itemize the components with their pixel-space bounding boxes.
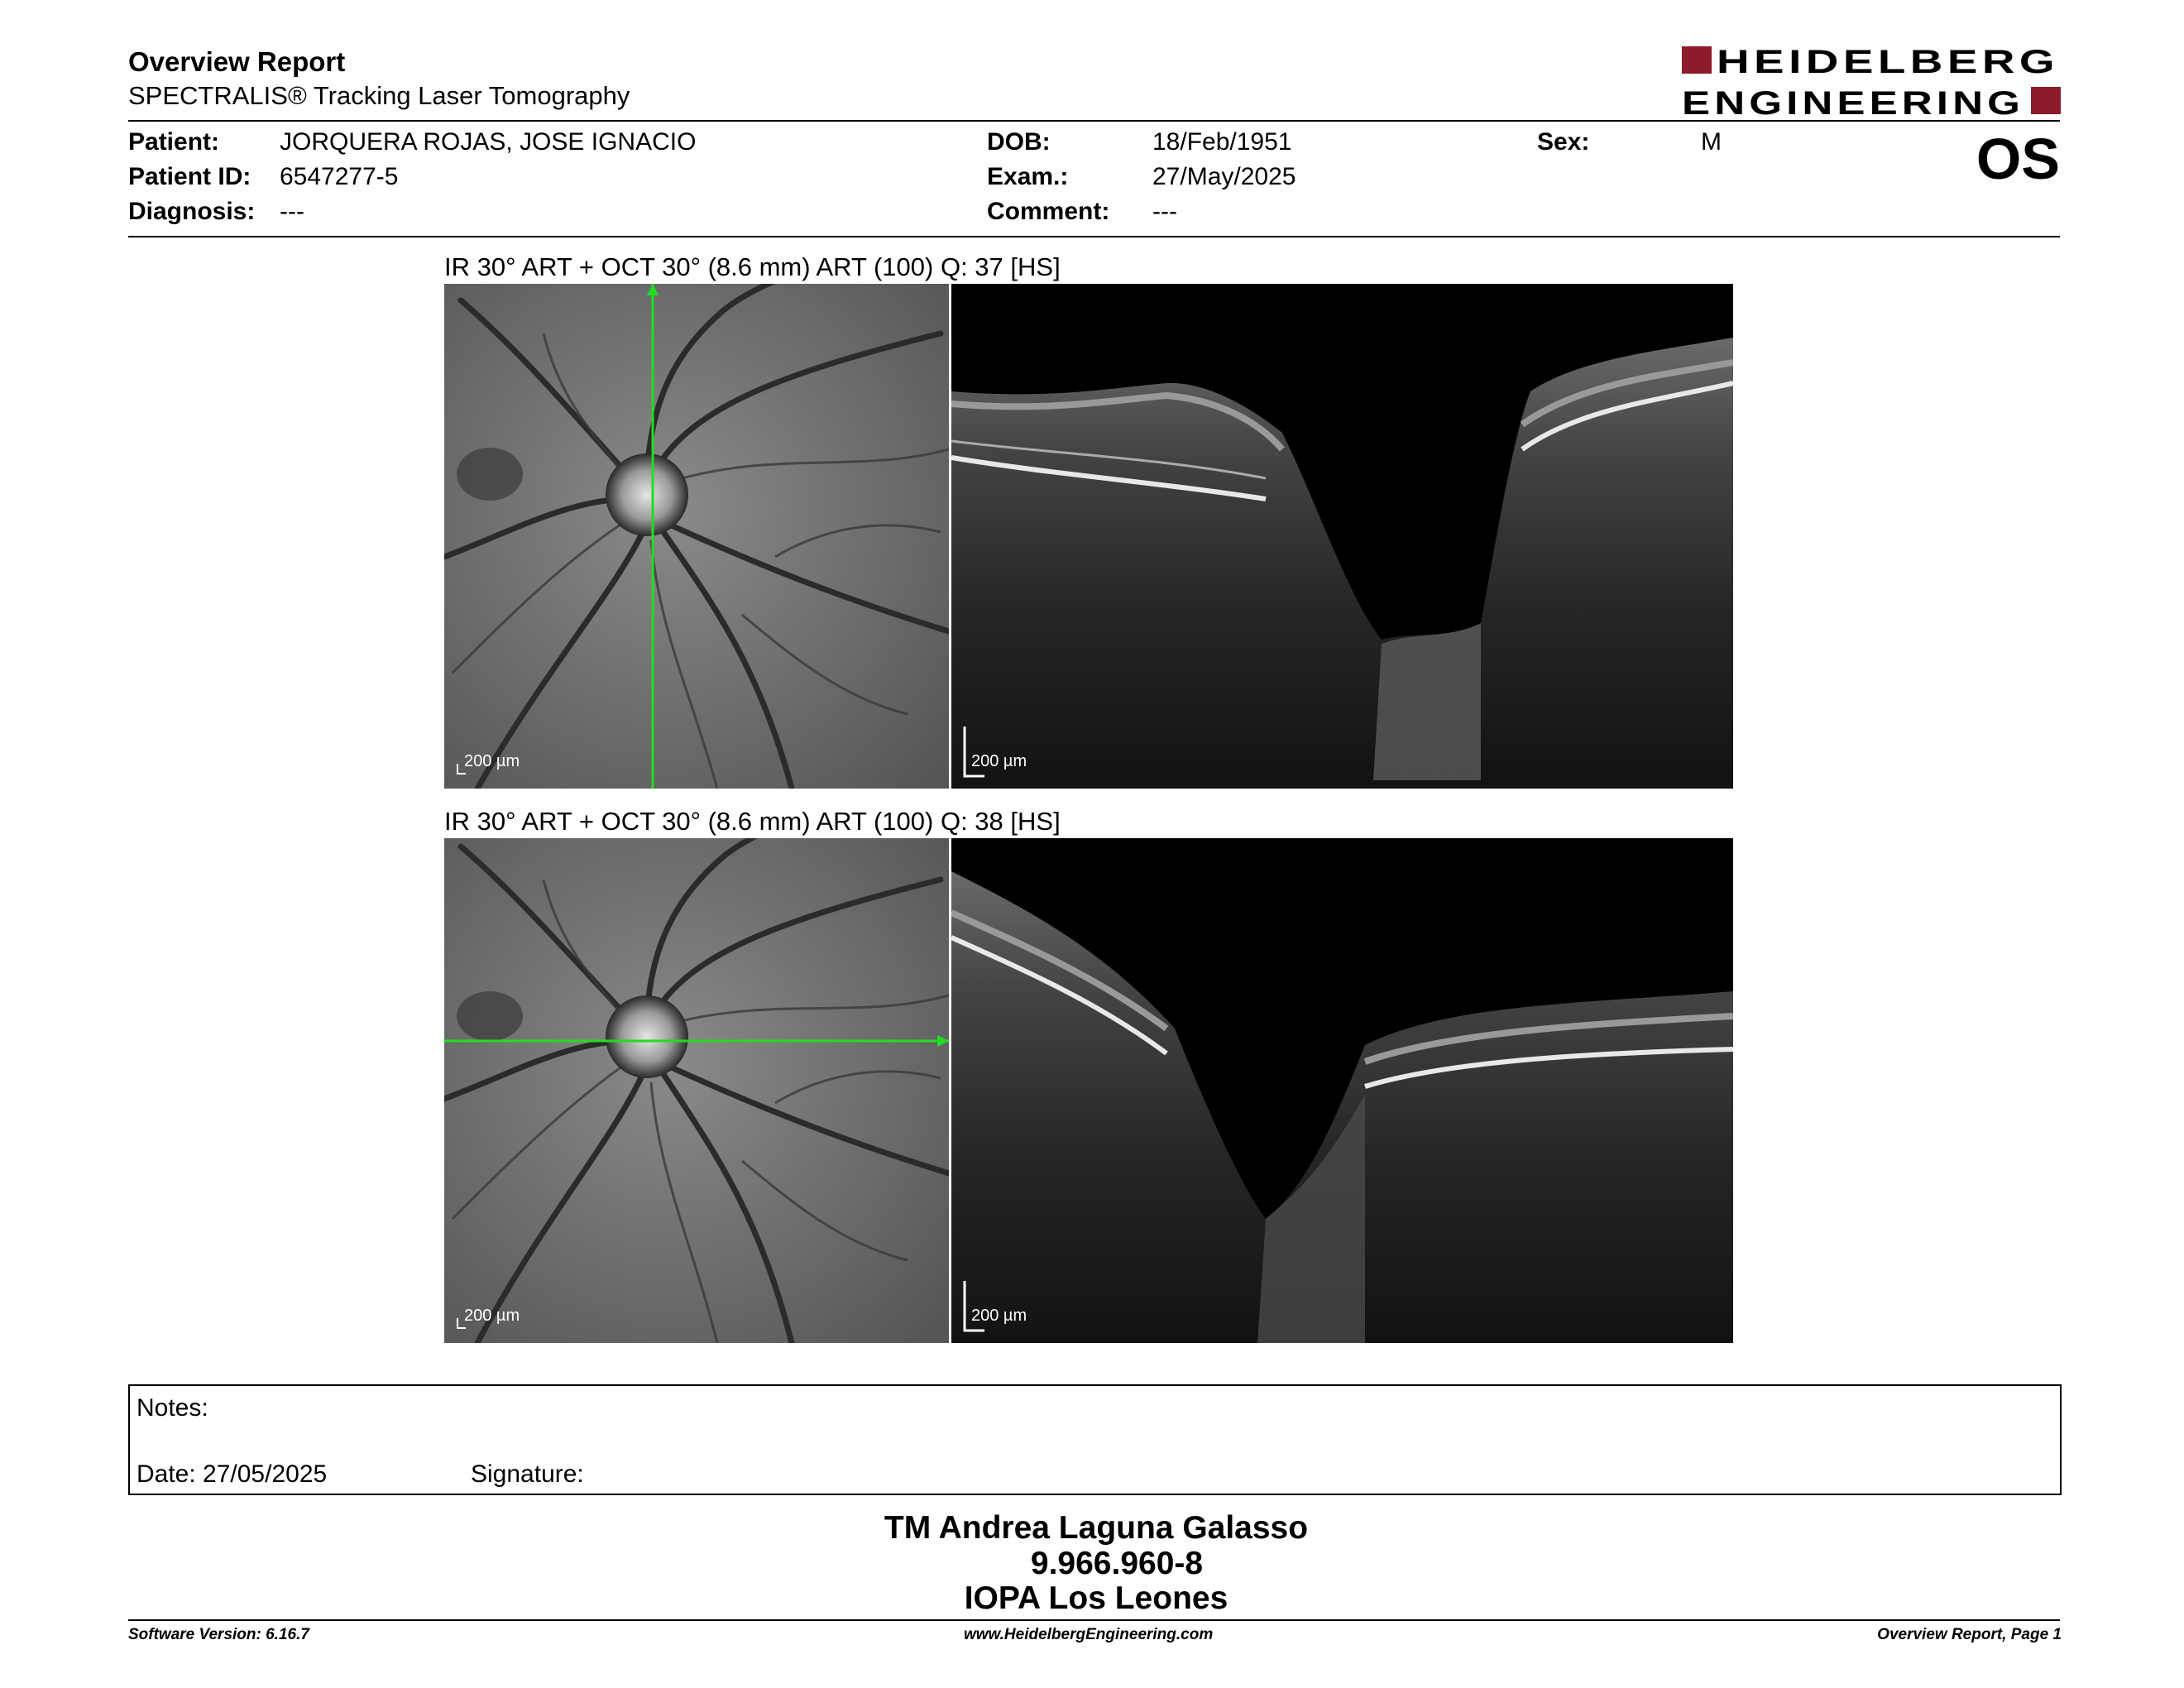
website-link[interactable]: www.HeidelbergEngineering.com [964, 1626, 1214, 1643]
heidelberg-logo [1682, 46, 2061, 117]
notes-date: Date: 27/05/2025 [136, 1460, 328, 1488]
signer-id: 9.966.960-8 [1030, 1546, 1204, 1581]
signature-label: Signature: [471, 1460, 584, 1488]
scan-2-fundus-image[interactable] [444, 838, 949, 1343]
signer-name: TM Andrea Laguna Galasso [884, 1510, 1309, 1546]
sex-value: M [1701, 128, 1722, 156]
page-indicator: Overview Report, Page 1 [1877, 1626, 2062, 1643]
comment-label: Comment: [987, 198, 1110, 225]
software-version: Software Version: 6.16.7 [128, 1626, 309, 1643]
scan-1-fundus-scale: 200 µm [464, 752, 520, 770]
header-divider [128, 120, 2060, 122]
sex-label: Sex: [1537, 128, 1590, 156]
signer-institution: IOPA Los Leones [964, 1580, 1228, 1616]
scan-1-oct-scale: 200 µm [971, 752, 1027, 770]
scan-2-fundus-scale: 200 µm [464, 1307, 520, 1325]
report-title: Overview Report [128, 46, 346, 77]
scan-2-oct-scale: 200 µm [971, 1307, 1027, 1325]
dob-label: DOB: [987, 128, 1051, 156]
diagnosis-label: Diagnosis: [128, 198, 256, 225]
notes-box [128, 1384, 2062, 1495]
oct-2-graphic [951, 838, 1733, 1343]
patient-label: Patient: [128, 128, 220, 156]
diagnosis-value: --- [280, 198, 304, 225]
oct-1-graphic [951, 284, 1733, 789]
info-divider [128, 236, 2060, 237]
scan-2-oct-image[interactable] [951, 838, 1733, 1343]
eye-indicator: OS [1976, 127, 2060, 191]
footer-divider [128, 1619, 2060, 1621]
scan-2-title: IR 30° ART + OCT 30° (8.6 mm) ART (100) Q: 38 [HS] [444, 807, 1061, 836]
exam-label: Exam.: [987, 163, 1069, 190]
fundus-2-graphic [444, 838, 949, 1343]
patient-id-value: 6547277-5 [280, 163, 399, 190]
logo-text-engineering: ENGINEERING [1682, 85, 2024, 117]
scan-1-title: IR 30° ART + OCT 30° (8.6 mm) ART (100) Q: 37 [HS] [444, 252, 1061, 281]
logo-text-heidelberg: HEIDELBERG [1717, 46, 2059, 80]
patient-name: JORQUERA ROJAS, JOSE IGNACIO [280, 128, 697, 156]
patient-id-label: Patient ID: [128, 163, 251, 190]
comment-value: --- [1152, 198, 1177, 225]
scan-1-oct-image[interactable] [951, 284, 1733, 789]
scan-1-fundus-image[interactable] [444, 284, 949, 789]
fundus-1-graphic [444, 284, 949, 789]
report-subtitle: SPECTRALIS® Tracking Laser Tomography [128, 81, 630, 110]
notes-label: Notes: [136, 1394, 208, 1422]
exam-value: 27/May/2025 [1152, 163, 1296, 190]
dob-value: 18/Feb/1951 [1152, 128, 1292, 156]
